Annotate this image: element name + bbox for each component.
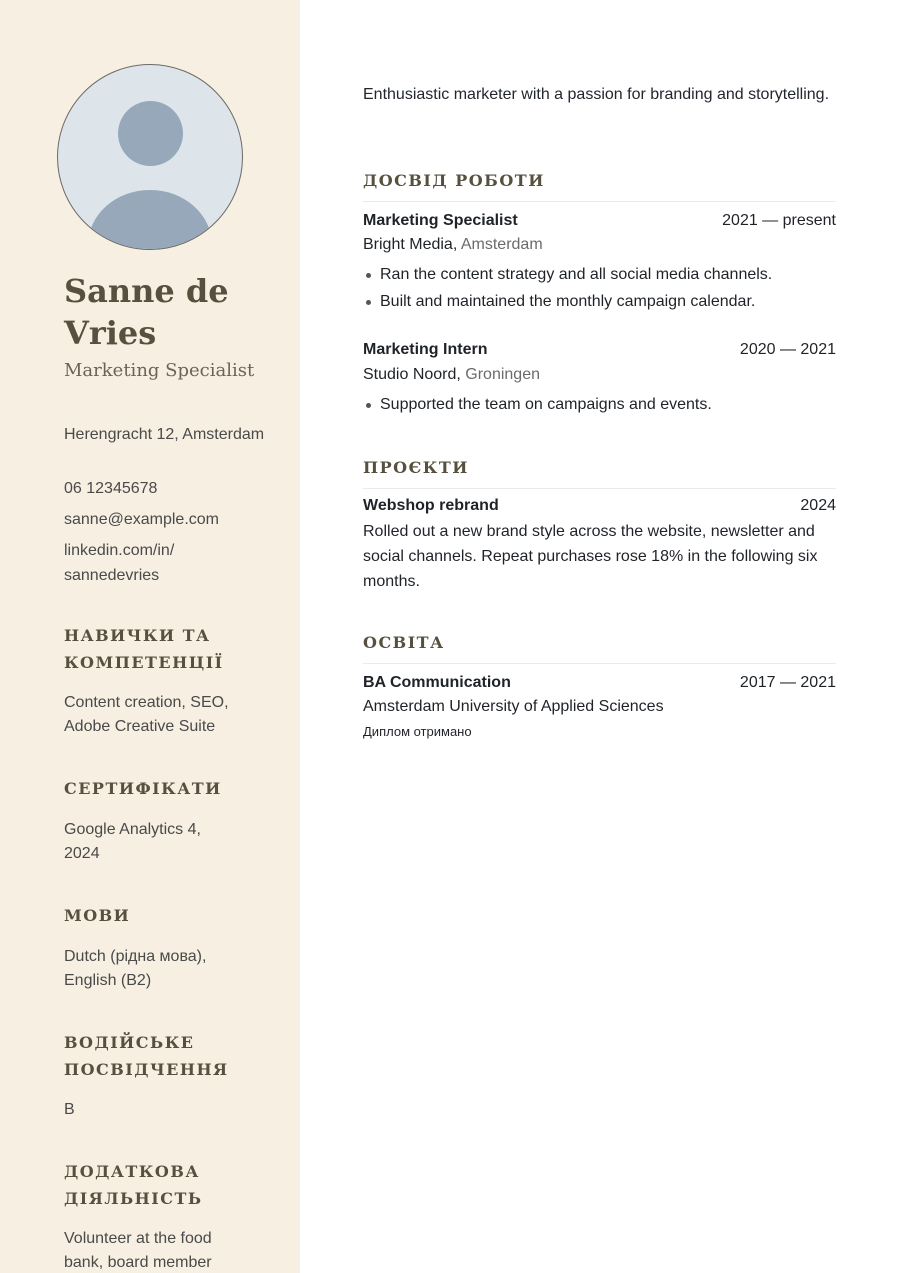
candidate-name: Sanne de Vries [64,272,229,352]
certificates-text: Google Analytics 4, 2024 [64,821,201,862]
job-organization: Bright Media, Amsterdam [363,236,543,253]
activities-heading: ДОДАТКОВА ДІЯЛЬНІСТЬ [64,1162,203,1208]
avatar-head-shape [118,101,183,166]
projects-heading: ПРОЄКТИ [363,457,836,489]
languages-text: Dutch (рідна мова), English (B2) [64,948,207,989]
job-company: Studio Noord [363,366,457,383]
avatar [57,64,243,250]
sidebar [0,0,300,1273]
languages-heading: МОВИ [64,906,131,925]
activities-text: Volunteer at the food bank, board member [64,1230,212,1271]
contact-phone: 06 12345678 [64,480,158,497]
license-heading: ВОДІЙСЬКЕ ПОСВІДЧЕННЯ [64,1033,229,1079]
contact-email[interactable]: sanne@example.com [64,511,219,528]
job-dates: 2021 — present [722,212,836,229]
job-bullet: Supported the team on campaigns and events. [363,393,836,417]
profile-summary: Enthusiastic marketer with a passion for branding and storytelling. [363,86,830,103]
job-dates: 2020 — 2021 [739,341,836,358]
candidate-title: Marketing Specialist [64,360,255,381]
skills-text: Content creation, SEO, Adobe Creative Suite [64,694,229,735]
project-date: 2024 [800,497,836,514]
contact-address: Herengracht 12, Amsterdam [64,426,265,443]
skills-heading: НАВИЧКИ ТА КОМПЕТЕНЦІЇ [64,626,224,672]
certificates-heading: СЕРТИФІКАТИ [64,779,222,798]
project-title: Webshop rebrand [363,497,499,514]
experience-entry-header [363,209,836,233]
education-dates: 2017 — 2021 [739,674,836,691]
job-bullet: Ran the content strategy and all social media channels. [363,263,836,287]
job-bullet: Built and maintained the monthly campaign calendar. [363,290,836,314]
license-text: B [64,1101,75,1118]
avatar-body-shape [88,190,212,250]
education-entry-header [363,671,836,695]
job-title: Marketing Intern [363,341,488,358]
contact-linkedin[interactable]: linkedin.com/in/ sannedevries [64,542,175,584]
project-description: Rolled out a new brand style across the website, newsletter and social channels. Repeat purchases rose 18% in the following six months. [363,523,818,590]
degree-title: BA Communication [363,674,511,691]
experience-entry-header [363,338,836,362]
education-heading: ОСВІТА [363,632,836,664]
job-title: Marketing Specialist [363,212,518,229]
education-school: Amsterdam University of Applied Sciences [363,698,664,715]
job-location: Amsterdam [460,236,543,253]
job-organization: Studio Noord, Groningen [363,366,540,383]
experience-heading: ДОСВІД РОБОТИ [363,170,836,202]
job-location: Groningen [465,366,540,383]
project-entry-header [363,494,836,518]
education-note: Диплом отримано [363,724,472,739]
job-company: Bright Media [363,236,453,253]
